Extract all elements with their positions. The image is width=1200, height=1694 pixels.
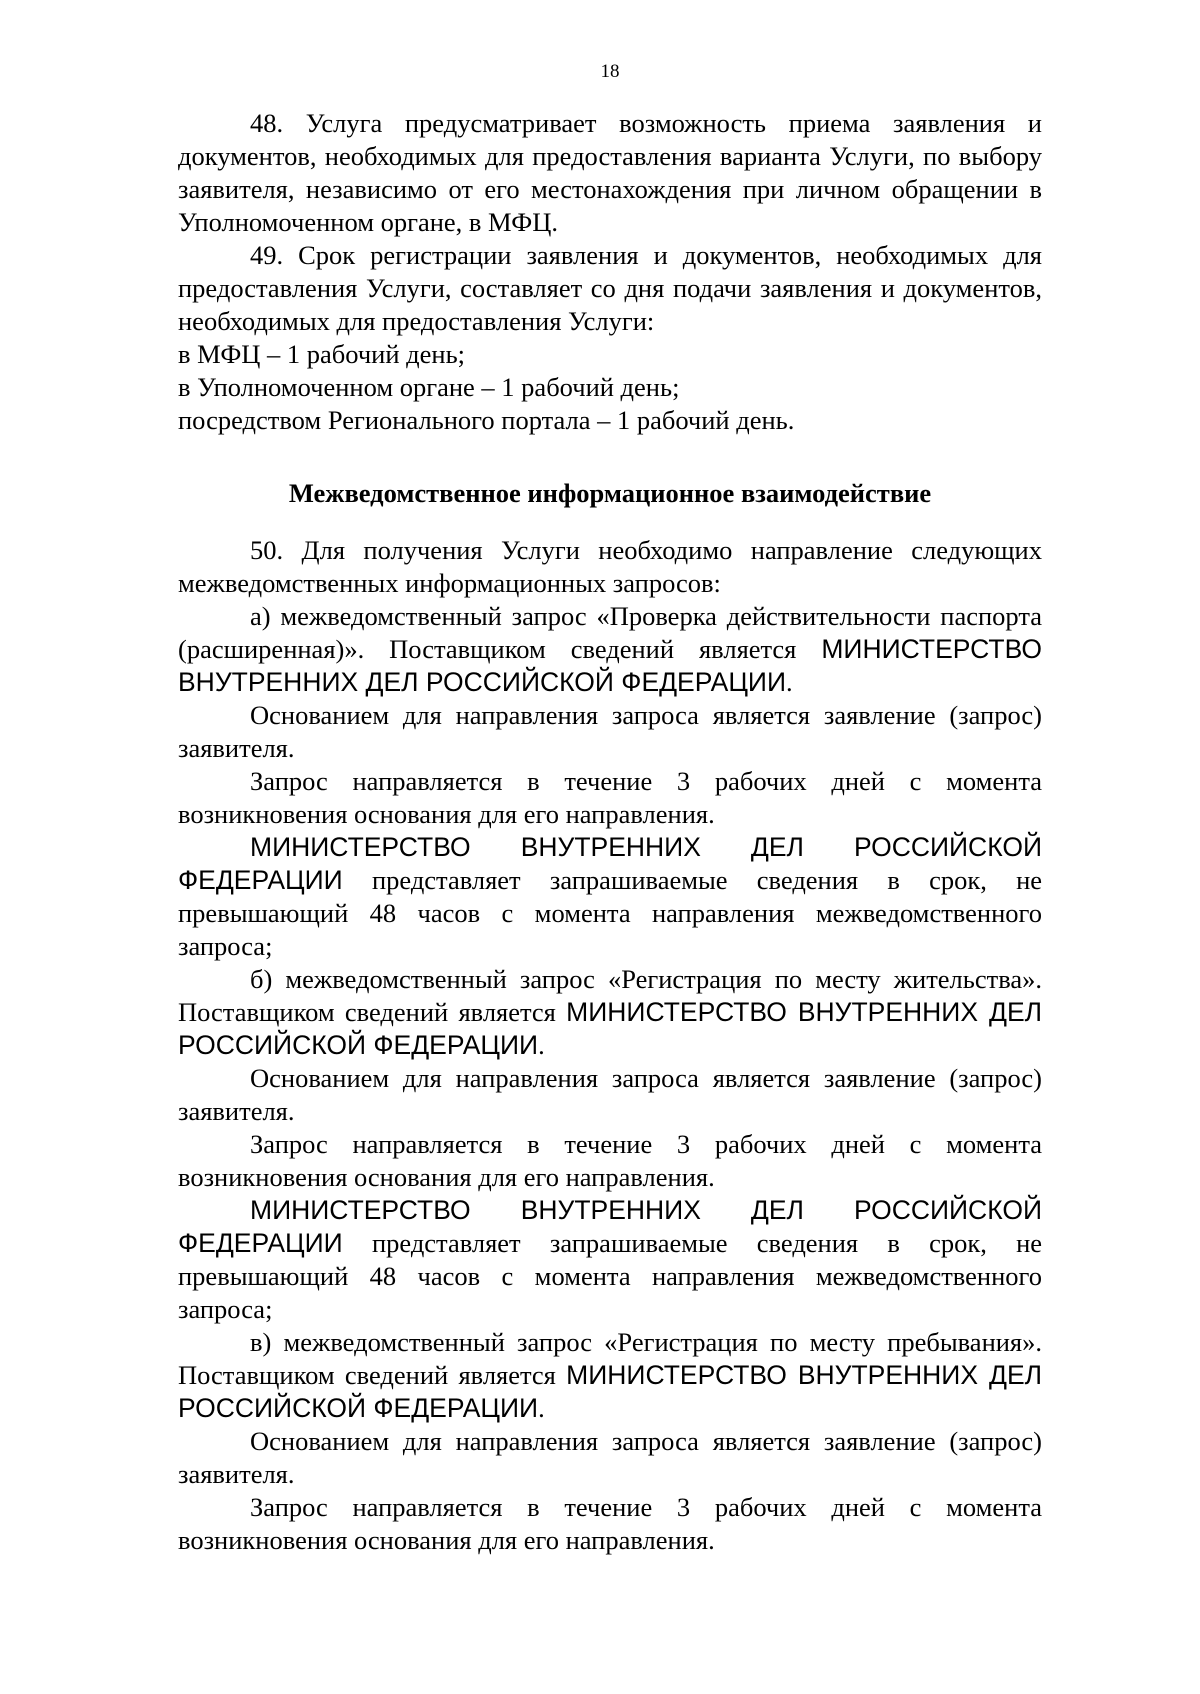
request-a-lead: а) межведомственный запрос «Проверка действительности паспорта (расширенная)». Поставщиком сведений является: [178, 601, 1042, 664]
paragraph-49: 49. Срок регистрации заявления и документов, необходимых для предоставления Услуги, составляет со дня подачи заявления и документов, необходимых для предоставления Услуги:: [178, 240, 1042, 336]
request-b-response-text: представляет запрашиваемые сведения в срок, не превышающий 48 часов с момента направления межведомственного запроса;: [178, 1228, 1043, 1324]
section-heading: Межведомственное информационное взаимодействие: [288, 478, 932, 508]
page-number: 18: [600, 61, 620, 82]
request-b-response-provider: МИНИСТЕРСТВО ВНУТРЕННИХ ДЕЛ РОССИЙСКОЙ ФЕДЕРАЦИИ: [178, 1195, 1042, 1258]
document-body: [178, 107, 1042, 1557]
request-c-provider: МИНИСТЕРСТВО ВНУТРЕННИХ ДЕЛ РОССИЙСКОЙ ФЕДЕРАЦИИ: [178, 1360, 1043, 1423]
request-b-basis: Основанием для направления запроса является заявление (запрос) заявителя.: [178, 1063, 1042, 1126]
request-a-basis: Основанием для направления запроса является заявление (запрос) заявителя.: [178, 700, 1042, 763]
registration-terms-list: [178, 338, 1042, 437]
request-b-response: [178, 1194, 1042, 1326]
request-a-response-provider: МИНИСТЕРСТВО ВНУТРЕННИХ ДЕЛ РОССИЙСКОЙ ФЕДЕРАЦИИ: [178, 832, 1042, 895]
request-a-provider: МИНИСТЕРСТВО ВНУТРЕННИХ ДЕЛ РОССИЙСКОЙ ФЕДЕРАЦИИ: [178, 634, 1042, 697]
list-item: в Уполномоченном органе – 1 рабочий день;: [178, 372, 680, 402]
list-item: посредством Регионального портала – 1 рабочий день.: [178, 405, 795, 435]
request-a-response-text: представляет запрашиваемые сведения в срок, не превышающий 48 часов с момента направления межведомственного запроса;: [178, 865, 1043, 961]
request-a: [178, 600, 1042, 699]
request-c-deadline: Запрос направляется в течение 3 рабочих дней с момента возникновения основания для его направления.: [178, 1492, 1042, 1555]
request-a-deadline: Запрос направляется в течение 3 рабочих дней с момента возникновения основания для его направления.: [178, 766, 1042, 829]
request-c-basis: Основанием для направления запроса является заявление (запрос) заявителя.: [178, 1426, 1042, 1489]
paragraph-48: 48. Услуга предусматривает возможность приема заявления и документов, необходимых для предоставления варианта Услуги, по выбору заявителя, независимо от его местонахождения при личном обращении в Уполномоченном органе, в МФЦ.: [178, 108, 1042, 237]
request-a-response: [178, 831, 1042, 963]
paragraph-50-intro: 50. Для получения Услуги необходимо направление следующих межведомственных информационных запросов:: [178, 535, 1042, 598]
list-item: в МФЦ – 1 рабочий день;: [178, 339, 466, 369]
request-a-tail: .: [786, 667, 793, 697]
request-c-tail: .: [538, 1393, 545, 1423]
request-c-lead: в) межведомственный запрос «Регистрация по месту пребывания». Поставщиком сведений является: [178, 1327, 1042, 1390]
request-b: [178, 963, 1042, 1062]
request-b-provider: МИНИСТЕРСТВО ВНУТРЕННИХ ДЕЛ РОССИЙСКОЙ ФЕДЕРАЦИИ: [178, 997, 1043, 1060]
request-b-lead: б) межведомственный запрос «Регистрация по месту жительства». Поставщиком сведений является: [178, 964, 1042, 1027]
request-b-deadline: Запрос направляется в течение 3 рабочих дней с момента возникновения основания для его направления.: [178, 1129, 1042, 1192]
request-c: [178, 1326, 1042, 1425]
request-b-tail: .: [538, 1030, 545, 1060]
